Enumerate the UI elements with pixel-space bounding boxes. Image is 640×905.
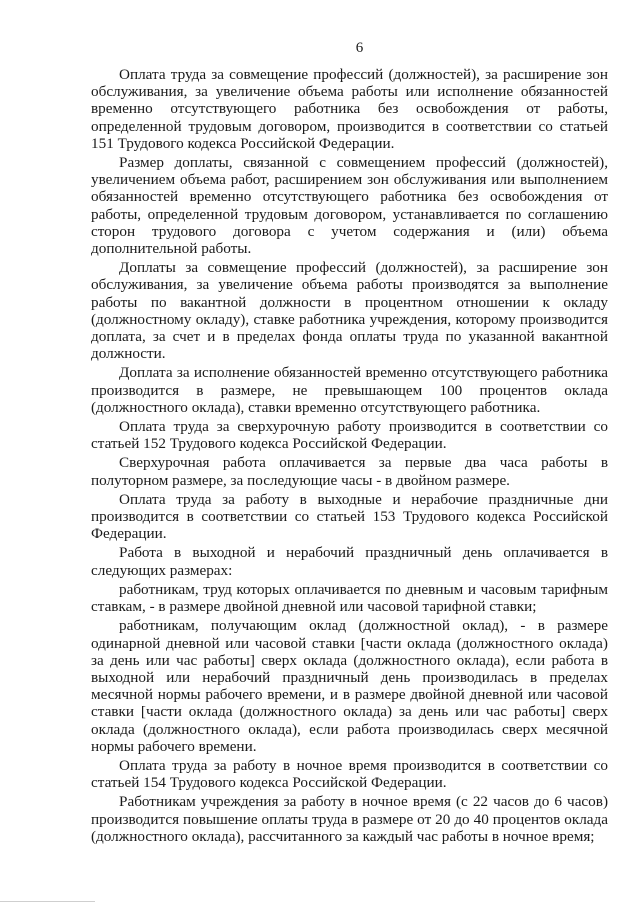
paragraph-night-pay: Оплата труда за работу в ночное время производится в соответствии со статьей 154 Трудового кодекса Российской Федерации.: [91, 756, 608, 792]
paragraph-weekend-pay: Оплата труда за работу в выходные и нерабочие праздничные дни производится в соответствии со статьей 153 Трудового кодекса Российской Федерации.: [91, 490, 608, 543]
paragraph-night-rates: Работникам учреждения за работу в ночное время (с 22 часов до 6 часов) производится повышение оплаты труда в размере от 20 до 40 процентов оклада (должностного оклада), рассчитанного за каждый час работы в ночное время;: [91, 793, 608, 845]
paragraph-surcharge-size: Размер доплаты, связанной с совмещением профессий (должностей), увеличением объема работ, расширением зон обслуживания или выполнением обязанностей временно отсутствующего работника без освобождения от работы, определенной трудовым договором, устанавливается по соглашению сторон трудового договора с учетом содержания и (или) объема дополнительной работы.: [91, 154, 608, 258]
paragraph-combination-pay: Оплата труда за совмещение профессий (должностей), за расширение зон обслуживания, за увеличение объема работы или исполнение обязанностей временно отсутствующего работника без освобождения от работы, определенной трудовым договором, производится в соответствии со статьей 151 Трудового кодекса Российской Федерации.: [91, 66, 608, 152]
paragraph-overtime-rates: Сверхурочная работа оплачивается за первые два часа работы в полуторном размере, за последующие часы - в двойном размере.: [91, 454, 608, 489]
paragraph-absent-worker-surcharge: Доплата за исполнение обязанностей временно отсутствующего работника производится в размере, не превышающем 100 процентов оклада (должностного оклада), ставки временно отсутствующего работника.: [91, 364, 608, 416]
page-number: 6: [355, 40, 364, 56]
paragraph-tariff-workers: работникам, труд которых оплачивается по дневным и часовым тарифным ставкам, - в размере двойной дневной или часовой тарифной ставки;: [91, 580, 608, 616]
paragraph-overtime-pay: Оплата труда за сверхурочную работу производится в соответствии со статьей 152 Трудового кодекса Российской Федерации.: [91, 418, 608, 453]
paragraph-vacancy-surcharges: Доплаты за совмещение профессий (должностей), за расширение зон обслуживания, за увеличение объема работы производятся за выполнение работы по вакантной должности в процентном отношении к окладу (должностному окладу), ставке работника учреждения, которому производится доплата, за счет и в пределах фонда оплаты труда по указанной вакантной должности.: [91, 259, 608, 363]
paragraph-weekend-rates-intro: Работа в выходной и нерабочий праздничный день оплачивается в следующих размерах:: [91, 544, 608, 579]
bottom-rule: [0, 901, 95, 902]
paragraph-salaried-workers: работникам, получающим оклад (должностной оклад), - в размере одинарной дневной или часовой ставки [части оклада (должностного оклада) за день или час работы] сверх оклада (должностного оклада), если работа в выходной или нерабочий праздничный день производилась в пределах месячной нормы рабочего времени, и в размере двойной дневной или часовой ставки [части оклада (должностного оклада) за день или час работы] сверх оклада (должностного оклада), если работа производилась сверх месячной нормы рабочего времени.: [91, 617, 608, 755]
